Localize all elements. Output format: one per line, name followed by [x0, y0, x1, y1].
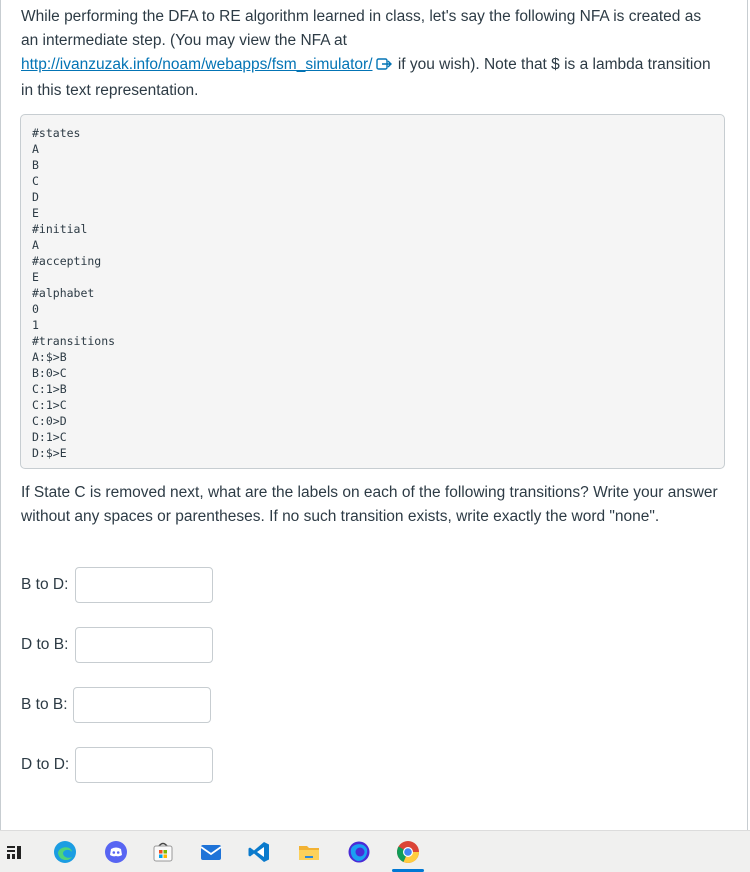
answer-label: B to D: [21, 576, 69, 593]
external-link-icon [376, 55, 392, 79]
b-to-d-input[interactable] [75, 567, 213, 603]
d-to-d-input[interactable] [75, 747, 213, 783]
question-intro [21, 5, 721, 103]
intro-text-1: While performing the DFA to RE algorithm learned in class, let's say the following NFA is created as an intermediate step. (You may view the NFA at [21, 8, 702, 49]
d-to-b-input[interactable] [75, 627, 213, 663]
answer-row-b-to-d [21, 566, 68, 604]
discord-icon[interactable] [103, 839, 129, 865]
b-to-b-input[interactable] [73, 687, 211, 723]
mail-icon[interactable] [198, 839, 224, 865]
start-icon[interactable] [1, 839, 27, 865]
answer-label: B to B: [21, 696, 68, 713]
answer-label: D to B: [21, 636, 69, 653]
nfa-code-block: #states A B C D E #initial A #accepting E #alphabet 0 1 #transitions A:$>B B:0>C C:1>B C:1>C C:0>D D:1>C D:$>E [20, 114, 725, 469]
answer-row-b-to-b [21, 686, 68, 724]
answer-row-d-to-d [21, 746, 69, 784]
store-icon[interactable] [150, 839, 176, 865]
answer-label: D to D: [21, 756, 70, 773]
question-prompt: If State C is removed next, what are the labels on each of the following transitions? Write your answer without any spaces or parentheses. If no such transition exists, write exactly the word "none". [21, 484, 718, 525]
edge-icon[interactable] [52, 839, 78, 865]
vscode-icon[interactable] [246, 839, 272, 865]
firefox-icon[interactable] [346, 839, 372, 865]
answer-row-d-to-b [21, 626, 68, 664]
taskbar [0, 830, 750, 872]
chrome-icon[interactable] [395, 839, 421, 865]
fsm-simulator-link[interactable]: http://ivanzuzak.info/noam/webapps/fsm_simulator/ [21, 56, 373, 73]
intro-text-2: if you wish). Note that $ is a lambda transition in this text representation. [21, 56, 711, 99]
file-explorer-icon[interactable] [296, 839, 322, 865]
